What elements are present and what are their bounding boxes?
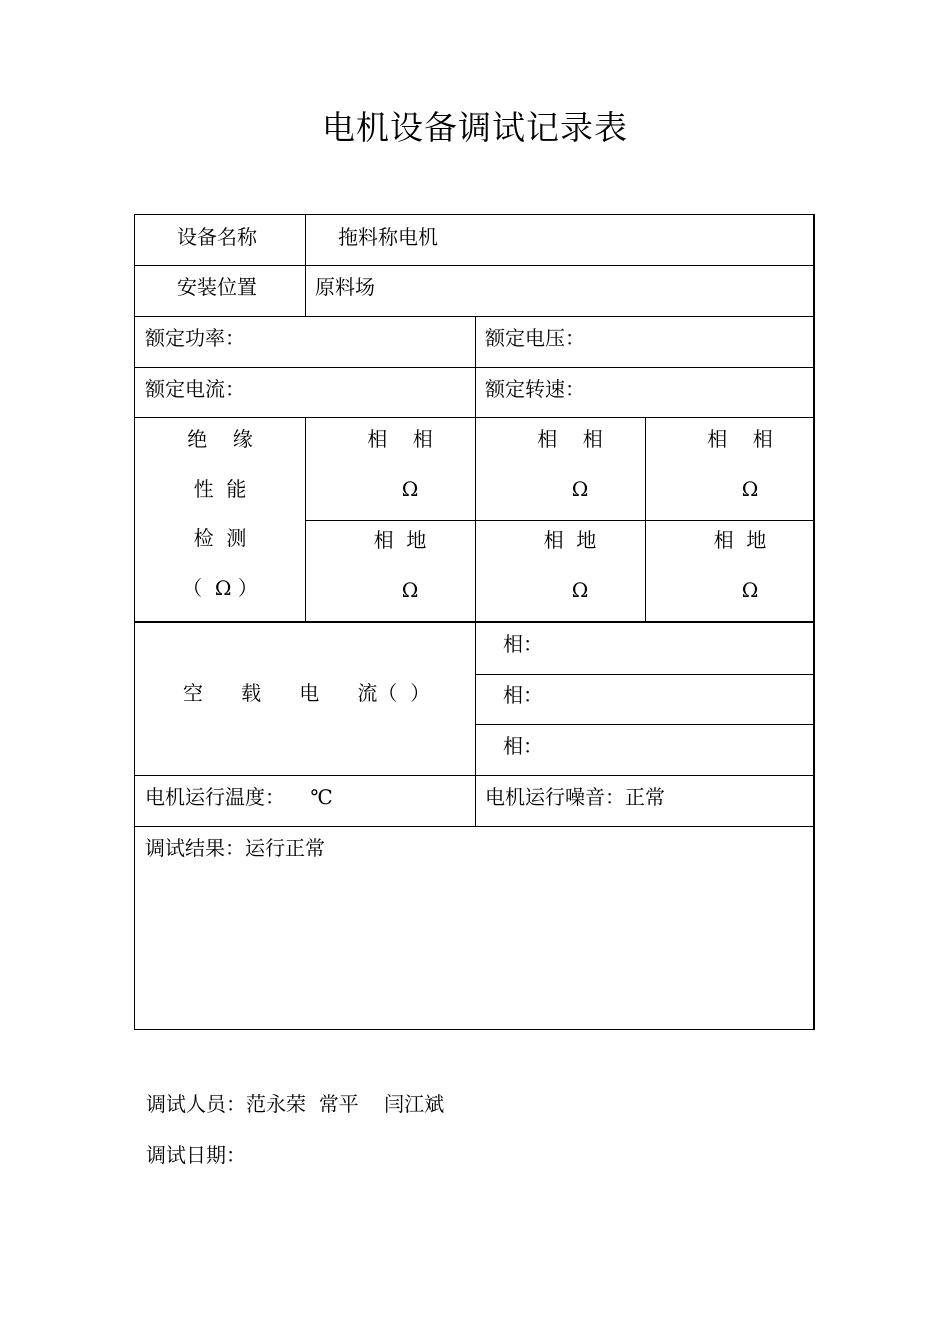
no-load-current-label: 空 载 电 流（ ）: [183, 681, 431, 705]
phase-ground-label: 相 地: [713, 528, 767, 552]
col-divider: [475, 316, 476, 417]
col-divider: [305, 215, 306, 316]
row-divider: [475, 724, 814, 725]
phase-current-label: 相：: [503, 632, 543, 656]
phase-phase-label: 相 相: [537, 427, 603, 451]
phase-phase-label: 相 相: [367, 427, 433, 451]
ohm-unit: Ω: [571, 477, 589, 501]
row-divider: [475, 674, 814, 675]
phase-current-label: 相：: [503, 683, 543, 707]
row-divider: [135, 265, 814, 266]
phase-ground-label: 相 地: [543, 528, 597, 552]
temperature-label: 电机运行温度： ℃: [145, 785, 333, 809]
insulation-label-line4: （ Ω ）: [182, 576, 258, 600]
insulation-label-line3: 检 测: [193, 526, 247, 550]
phase-current-label: 相：: [503, 734, 543, 758]
device-name-label: 设备名称: [177, 225, 257, 249]
location-value: 原料场: [315, 275, 375, 299]
col-divider: [475, 621, 476, 826]
ohm-unit: Ω: [401, 477, 419, 501]
row-divider: [135, 826, 814, 827]
rated-power-label: 额定功率：: [145, 326, 245, 350]
rated-speed-label: 额定转速：: [485, 377, 585, 401]
phase-ground-label: 相 地: [373, 528, 427, 552]
phase-phase-label: 相 相: [707, 427, 773, 451]
ohm-unit: Ω: [741, 477, 759, 501]
personnel-line: 调试人员：范永荣 常平 闫江斌: [146, 1092, 445, 1116]
device-name-value: 拖料称电机: [338, 225, 438, 249]
ohm-unit: Ω: [571, 578, 589, 602]
row-divider: [305, 520, 814, 521]
rated-current-label: 额定电流：: [145, 377, 245, 401]
location-label: 安装位置: [177, 275, 257, 299]
rated-voltage-label: 额定电压：: [485, 326, 585, 350]
result-label: 调试结果：运行正常: [145, 836, 325, 860]
date-line: 调试日期：: [146, 1143, 246, 1167]
ohm-unit: Ω: [741, 578, 759, 602]
insulation-label-line2: 性 能: [193, 477, 247, 501]
page-title: 电机设备调试记录表: [322, 108, 628, 147]
ohm-unit: Ω: [401, 578, 419, 602]
record-table: [134, 214, 815, 1030]
noise-label: 电机运行噪音：正常: [485, 785, 665, 809]
insulation-label-line1: 绝 缘: [187, 427, 253, 451]
